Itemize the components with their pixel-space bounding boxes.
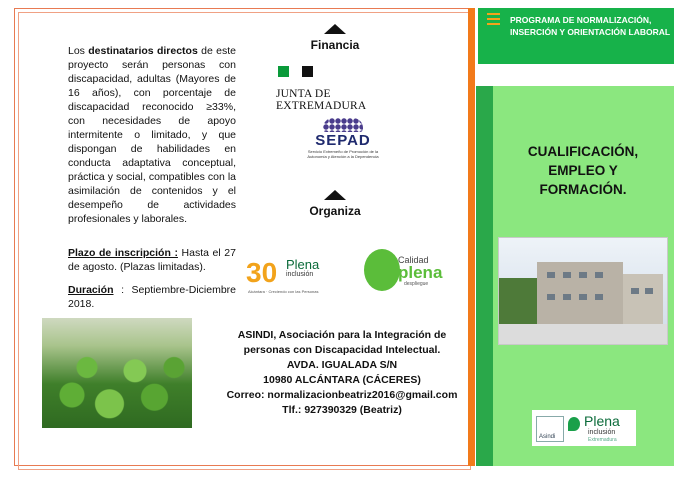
window bbox=[563, 294, 571, 300]
window bbox=[645, 288, 653, 294]
organiza-heading bbox=[285, 190, 385, 218]
window bbox=[631, 288, 639, 294]
calidad-plena-logo bbox=[364, 247, 444, 293]
plazo-text: Hasta el 27 de agosto. (Plazas limitadas). bbox=[68, 247, 236, 273]
menu-lines-icon bbox=[487, 13, 500, 25]
black-square-icon bbox=[302, 66, 313, 77]
triangle-icon bbox=[324, 190, 346, 200]
green-square-icon bbox=[278, 66, 289, 77]
plena-word: plena bbox=[398, 263, 443, 282]
logo30-number: 30 bbox=[246, 257, 278, 288]
contact-organization: ASINDI, Asociación para la Integración de personas con Discapacidad Intelectual. bbox=[237, 329, 447, 356]
window bbox=[547, 272, 555, 278]
window bbox=[595, 294, 603, 300]
despliegue-word: despliegue bbox=[404, 281, 429, 287]
inclusion-label: inclusión bbox=[588, 429, 616, 436]
title-line-2: EMPLEO Y bbox=[548, 163, 618, 178]
junta-extremadura-logo bbox=[272, 62, 400, 112]
title-line-3: FORMACIÓN. bbox=[539, 182, 627, 197]
duracion-label: Duración bbox=[68, 284, 114, 296]
asindi-plena-logo bbox=[532, 410, 636, 446]
window bbox=[595, 272, 603, 278]
title-line-1: CUALIFICACIÓN, bbox=[527, 144, 639, 159]
program-title: PROGRAMA DE NORMALIZACIÓN, INSERCIÓN Y ORIENTACIÓN LABORAL bbox=[510, 15, 671, 37]
window bbox=[579, 272, 587, 278]
asindi-label: Asindi bbox=[539, 434, 556, 440]
plena-inclusion-30-logo bbox=[244, 245, 348, 303]
financia-heading bbox=[285, 24, 385, 52]
contact-address: AVDA. IGUALADA S/N bbox=[286, 359, 398, 371]
intro-pre: Los bbox=[68, 45, 89, 57]
window bbox=[547, 294, 555, 300]
window bbox=[563, 272, 571, 278]
logo30-plena: Plena bbox=[286, 257, 320, 272]
triangle-icon bbox=[324, 24, 346, 34]
recipients-paragraph bbox=[68, 44, 236, 226]
building-photo bbox=[498, 237, 668, 345]
leaf-icon bbox=[568, 417, 580, 431]
intro-bold: destinatarios directos bbox=[88, 45, 198, 57]
plena-label: Plena bbox=[584, 413, 620, 429]
intro-post: de este proyecto serán personas con discapacidad, adultas (Mayores de 16 años), con porcentaje de discapacidad reconocido ≥33%, con necesidades de apoyo intermitente o limitado, y que dispongan de habilidades en conducta adaptativa conceptual, práctica y social, compatibles con la asimilación de contenidos y el desempeño de actividades profesionales y laborales. bbox=[68, 45, 236, 225]
sepad-dots-icon bbox=[323, 118, 363, 132]
cover-title bbox=[500, 142, 666, 199]
extremadura-label: Extremadura bbox=[588, 437, 617, 443]
calidad-blob-icon bbox=[364, 249, 400, 291]
logo30-inclusion: inclusión bbox=[286, 271, 314, 278]
contact-block bbox=[222, 328, 462, 418]
green-strip bbox=[476, 86, 493, 466]
contact-phone: Tlf.: 927390329 (Beatriz) bbox=[282, 404, 402, 416]
contact-city: 10980 ALCÁNTARA (CÁCERES) bbox=[263, 374, 421, 386]
junta-label: JUNTA DE EXTREMADURA bbox=[276, 88, 367, 112]
duracion-text: : Septiembre-Diciembre 2018. bbox=[68, 284, 236, 310]
organiza-label: Organiza bbox=[309, 204, 361, 218]
financia-label: Financia bbox=[310, 38, 360, 52]
plazo-label: Plazo de inscripción : bbox=[68, 247, 178, 259]
sepad-logo bbox=[298, 118, 388, 168]
lettuce-greenhouse-photo bbox=[42, 318, 192, 428]
window bbox=[579, 294, 587, 300]
calidad-word: Calidad bbox=[398, 255, 429, 265]
sepad-subtitle: Servicio Extremeño de Promoción de la Autonomía y Atención a la Dependencia bbox=[307, 149, 379, 159]
registration-deadline bbox=[68, 246, 236, 274]
sepad-name: SEPAD bbox=[315, 132, 371, 149]
logo30-subtitle: Alcántara · Creciendo con las Personas bbox=[248, 289, 319, 294]
duration bbox=[68, 283, 236, 311]
asindi-logo bbox=[536, 416, 564, 442]
orange-divider bbox=[468, 8, 475, 466]
contact-email: Correo: normalizacionbeatriz2016@gmail.com bbox=[226, 389, 458, 401]
